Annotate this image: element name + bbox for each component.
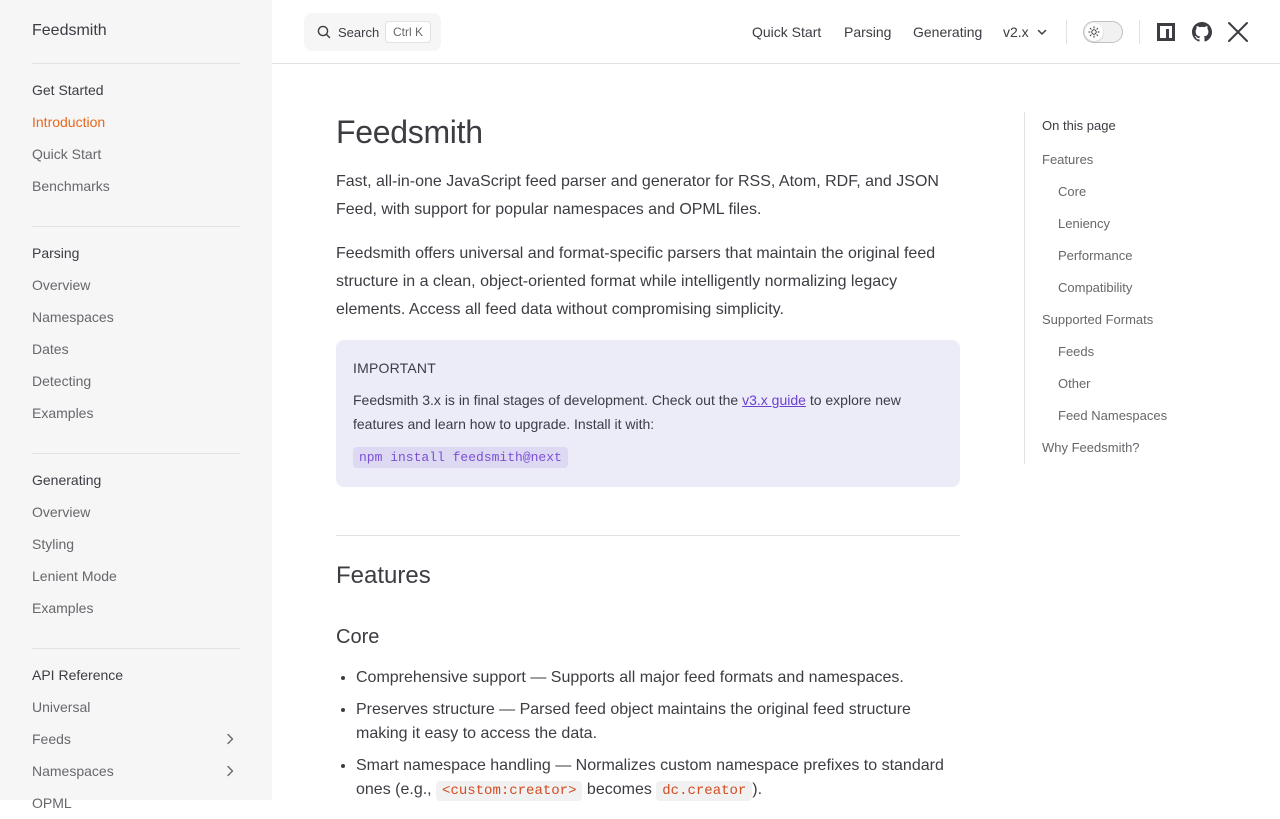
list-item — [356, 698, 960, 746]
nav-group-get-started — [32, 74, 240, 202]
nav-group-title: Parsing — [32, 245, 80, 261]
divider — [336, 535, 960, 536]
callout-text — [353, 388, 913, 436]
search-button[interactable] — [304, 13, 441, 51]
divider — [32, 453, 240, 454]
feature-text: — Parsed feed object maintains the original feed structure making it easy to access the data. — [356, 701, 911, 742]
site-brand[interactable]: Feedsmith — [32, 22, 107, 39]
divider — [32, 226, 240, 227]
divider — [32, 648, 240, 649]
topnav-quick-start[interactable]: Quick Start — [752, 24, 822, 40]
sidebar — [0, 0, 272, 811]
sidebar-item-dates[interactable]: Dates — [32, 341, 69, 357]
toggle-knob — [1085, 23, 1103, 41]
top-header — [272, 0, 1280, 64]
chevron-down-icon — [1036, 26, 1048, 38]
inline-code: <custom:creator> — [436, 781, 582, 801]
toc-item-performance[interactable]: Performance — [1058, 248, 1133, 263]
sidebar-item-parsing-namespaces[interactable]: Namespaces — [32, 309, 114, 325]
sidebar-item-universal[interactable]: Universal — [32, 699, 91, 715]
list-item — [356, 666, 960, 690]
sidebar-item-quick-start[interactable]: Quick Start — [32, 146, 102, 162]
features-heading: Features — [336, 562, 431, 589]
topnav-parsing[interactable]: Parsing — [844, 24, 892, 40]
sun-icon — [1088, 26, 1100, 38]
chevron-right-icon[interactable] — [222, 731, 238, 747]
github-icon[interactable] — [1190, 20, 1214, 44]
toc-item-core[interactable]: Core — [1058, 184, 1087, 199]
callout-title: IMPORTANT — [353, 360, 436, 376]
toc-item-other[interactable]: Other — [1058, 376, 1091, 391]
callout-text-after: to explore new features and learn how to upgrade. Install it with: — [353, 392, 901, 432]
sidebar-item-generating-examples[interactable]: Examples — [32, 600, 94, 616]
divider — [1066, 20, 1067, 44]
nav-group-parsing — [32, 237, 240, 429]
theme-toggle[interactable] — [1083, 21, 1123, 43]
nav-group-title: Get Started — [32, 82, 104, 98]
toc-item-compatibility[interactable]: Compatibility — [1058, 280, 1133, 295]
toc-item-features[interactable]: Features — [1042, 152, 1094, 167]
sidebar-item-opml[interactable]: OPML — [32, 795, 72, 811]
nav-group-title: Generating — [32, 472, 102, 488]
important-callout — [336, 340, 960, 487]
sidebar-item-detecting[interactable]: Detecting — [32, 373, 92, 389]
search-icon — [316, 24, 332, 40]
nav-group-generating — [32, 464, 240, 624]
v3-guide-link[interactable]: v3.x guide — [742, 392, 806, 408]
sidebar-item-generating-overview[interactable]: Overview — [32, 504, 91, 520]
intro-paragraph: Feedsmith offers universal and format-specific parsers that maintain the original feed structure in a clean, object-oriented format while intelligently normalizing legacy elements. Access all feed data without compromising simplicity. — [336, 245, 936, 318]
sidebar-item-lenient-mode[interactable]: Lenient Mode — [32, 568, 117, 584]
feature-title: Comprehensive support — [356, 669, 526, 686]
sidebar-item-api-namespaces[interactable] — [32, 755, 240, 787]
nav-group-title: API Reference — [32, 667, 124, 683]
on-this-page — [1024, 112, 1264, 464]
feature-title: Smart namespace handling — [356, 757, 551, 774]
feature-text: ). — [752, 781, 763, 798]
feature-title: Preserves structure — [356, 701, 495, 718]
install-code: npm install feedsmith@next — [353, 447, 568, 468]
topnav-generating[interactable]: Generating — [913, 24, 983, 40]
intro-paragraph: Fast, all-in-one JavaScript feed parser and generator for RSS, Atom, RDF, and JSON Feed, with support for popular namespaces and OPML files. — [336, 173, 939, 218]
toc-heading: On this page — [1042, 118, 1116, 133]
sidebar-item-parsing-examples[interactable]: Examples — [32, 405, 94, 421]
features-list — [356, 666, 960, 811]
sidebar-item-label: Namespaces — [32, 763, 114, 779]
chevron-right-icon[interactable] — [222, 763, 238, 779]
npm-icon[interactable] — [1154, 20, 1178, 44]
sidebar-item-label: Feeds — [32, 731, 71, 747]
divider — [1139, 20, 1140, 44]
feature-text: — Supports all major feed formats and namespaces. — [525, 669, 904, 686]
page-title: Feedsmith — [336, 114, 483, 150]
core-heading: Core — [336, 626, 380, 648]
toc-item-supported-formats[interactable]: Supported Formats — [1042, 312, 1154, 327]
sidebar-item-parsing-overview[interactable]: Overview — [32, 277, 91, 293]
inline-code: dc.creator — [656, 781, 752, 801]
toc-item-leniency[interactable]: Leniency — [1058, 216, 1111, 231]
search-label: Search — [338, 25, 380, 40]
toc-item-feeds[interactable]: Feeds — [1058, 344, 1095, 359]
divider — [32, 63, 240, 64]
feature-text: — Normalizes custom namespace prefixes to standard ones (e.g., — [356, 757, 944, 798]
nav-group-api-reference — [32, 659, 240, 819]
sidebar-item-introduction[interactable]: Introduction — [32, 114, 106, 130]
feature-text: becomes — [582, 781, 657, 798]
sidebar-item-feeds[interactable] — [32, 723, 240, 755]
search-shortcut: Ctrl K — [385, 21, 431, 43]
list-item — [356, 754, 960, 803]
toc-item-why-feedsmith[interactable]: Why Feedsmith? — [1042, 440, 1140, 455]
version-dropdown[interactable] — [1003, 0, 1048, 64]
version-label: v2.x — [1003, 24, 1029, 40]
sidebar-item-benchmarks[interactable]: Benchmarks — [32, 178, 110, 194]
toc-item-feed-namespaces[interactable]: Feed Namespaces — [1058, 408, 1168, 423]
x-icon[interactable] — [1226, 20, 1250, 44]
callout-text-before: Feedsmith 3.x is in final stages of development. Check out the — [353, 392, 743, 408]
sidebar-item-styling[interactable]: Styling — [32, 536, 75, 552]
